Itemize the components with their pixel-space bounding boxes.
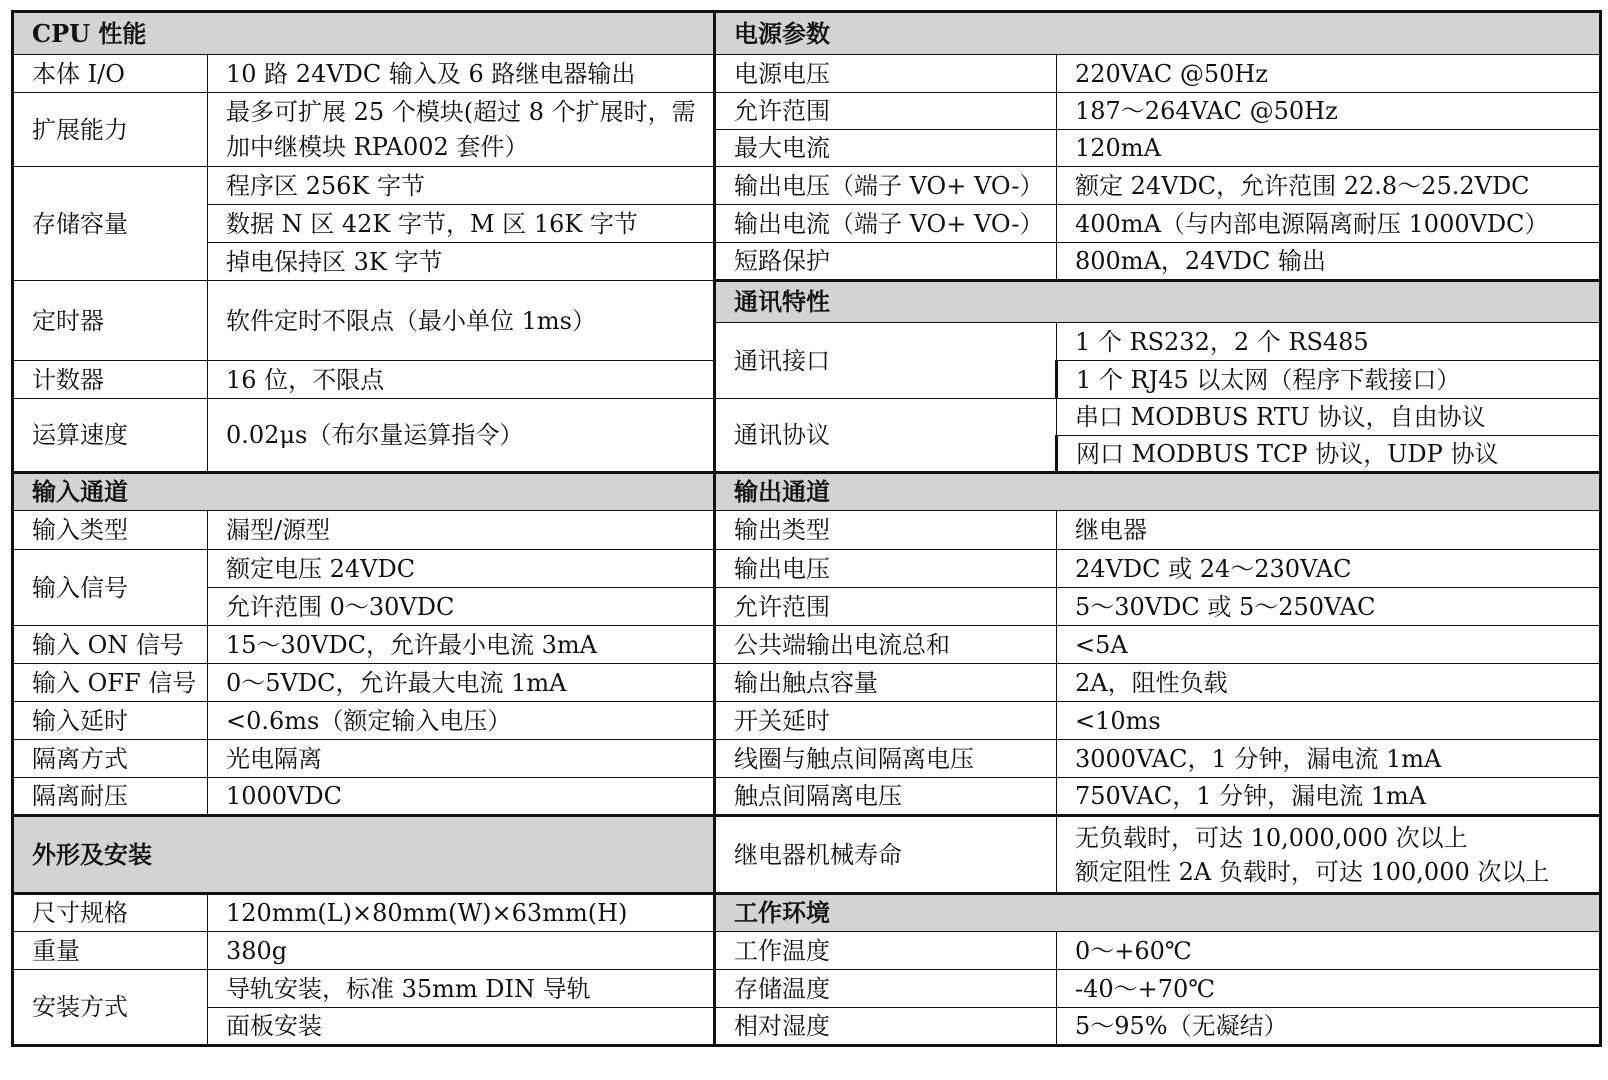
row-label: 短路保护 xyxy=(715,243,1057,281)
row-value: 120mm(L)×80mm(W)×63mm(H) xyxy=(208,894,715,932)
table-row xyxy=(715,243,1601,281)
row-label: 允许范围 xyxy=(715,588,1057,626)
row-value: 0.02μs（布尔量运算指令） xyxy=(208,399,715,473)
row-label: 相对湿度 xyxy=(715,1008,1057,1046)
section-title-mount: 外形及安装 xyxy=(13,816,715,894)
section-header-row xyxy=(13,473,715,511)
section-title-comm: 通讯特性 xyxy=(715,281,1601,323)
table-row xyxy=(13,894,715,932)
table-row xyxy=(715,55,1601,93)
table-row xyxy=(715,970,1601,1008)
row-label: 输入信号 xyxy=(13,550,208,626)
row-label: 存储温度 xyxy=(715,970,1057,1008)
row-value: 1000VDC xyxy=(208,778,715,816)
row-value: 面板安装 xyxy=(208,1008,715,1046)
table-row xyxy=(13,932,715,970)
section-header-row xyxy=(715,12,1601,55)
row-label: 隔离方式 xyxy=(13,740,208,778)
table-row xyxy=(13,93,715,167)
row-label: 重量 xyxy=(13,932,208,970)
row-label: 存储容量 xyxy=(13,167,208,281)
row-value: 400mA（与内部电源隔离耐压 1000VDC） xyxy=(1057,205,1601,243)
row-value: 2A，阻性负载 xyxy=(1057,664,1601,702)
row-label: 计数器 xyxy=(13,361,208,399)
table-row xyxy=(715,626,1601,664)
section-header-row xyxy=(715,473,1601,511)
row-label: 公共端输出电流总和 xyxy=(715,626,1057,664)
row-value: 程序区 256K 字节 xyxy=(208,167,715,205)
row-value: 继电器 xyxy=(1057,511,1601,550)
row-label: 运算速度 xyxy=(13,399,208,473)
row-label: 隔离耐压 xyxy=(13,778,208,816)
section-header-row xyxy=(13,816,715,894)
table-row xyxy=(13,399,715,473)
section-header-row xyxy=(715,281,1601,323)
table-row xyxy=(715,550,1601,588)
table-row xyxy=(13,664,715,702)
table-row xyxy=(715,167,1601,205)
row-label: 通讯接口 xyxy=(715,323,1057,399)
row-label: 扩展能力 xyxy=(13,93,208,167)
row-value: 3000VAC，1 分钟，漏电流 1mA xyxy=(1057,740,1601,778)
table-row xyxy=(715,932,1601,970)
row-label: 工作温度 xyxy=(715,932,1057,970)
row-label: 输入延时 xyxy=(13,702,208,740)
left-spec-table xyxy=(11,10,715,1047)
section-title-input: 输入通道 xyxy=(13,473,715,511)
table-row xyxy=(715,664,1601,702)
row-value: 750VAC，1 分钟，漏电流 1mA xyxy=(1057,778,1601,816)
row-label: 输入类型 xyxy=(13,511,208,550)
row-label: 继电器机械寿命 xyxy=(715,816,1057,894)
table-row xyxy=(13,281,715,361)
row-value: 187～264VAC @50Hz xyxy=(1057,93,1601,130)
table-row xyxy=(715,816,1601,894)
table-row xyxy=(13,55,715,93)
row-label: 最大电流 xyxy=(715,130,1057,167)
row-value: <0.6ms（额定输入电压） xyxy=(208,702,715,740)
table-row xyxy=(715,130,1601,167)
section-title-output: 输出通道 xyxy=(715,473,1601,511)
row-value: 5～95%（无凝结） xyxy=(1057,1008,1601,1046)
row-value: <5A xyxy=(1057,626,1601,664)
row-value: 16 位，不限点 xyxy=(208,361,715,399)
table-row xyxy=(715,205,1601,243)
row-value: 5～30VDC 或 5～250VAC xyxy=(1057,588,1601,626)
row-label: 安装方式 xyxy=(13,970,208,1046)
row-value: 800mA，24VDC 输出 xyxy=(1057,243,1601,281)
row-value: <10ms xyxy=(1057,702,1601,740)
row-label: 允许范围 xyxy=(715,93,1057,130)
section-header-row xyxy=(715,894,1601,932)
table-row xyxy=(715,93,1601,130)
table-row xyxy=(13,970,715,1008)
row-label: 线圈与触点间隔离电压 xyxy=(715,740,1057,778)
row-value: 漏型/源型 xyxy=(208,511,715,550)
row-label: 输出电压 xyxy=(715,550,1057,588)
row-value: 1 个 RJ45 以太网（程序下载接口） xyxy=(1057,361,1601,399)
row-value: 0～5VDC，允许最大电流 1mA xyxy=(208,664,715,702)
table-row xyxy=(13,778,715,816)
row-value: 220VAC @50Hz xyxy=(1057,55,1601,93)
table-row xyxy=(715,702,1601,740)
row-value-line: 无负载时，可达 10,000,000 次以上 xyxy=(1075,823,1468,852)
right-spec-table xyxy=(713,10,1602,1047)
row-value: 掉电保持区 3K 字节 xyxy=(208,243,715,281)
table-row xyxy=(13,361,715,399)
row-value-line: 额定阻性 2A 负载时，可达 100,000 次以上 xyxy=(1075,857,1550,886)
row-label: 定时器 xyxy=(13,281,208,361)
section-title-cpu: CPU 性能 xyxy=(13,12,715,55)
row-label: 输入 OFF 信号 xyxy=(13,664,208,702)
table-row xyxy=(13,550,715,588)
section-title-env: 工作环境 xyxy=(715,894,1601,932)
row-label: 输出电流（端子 VO+ VO-） xyxy=(715,205,1057,243)
row-label: 输出类型 xyxy=(715,511,1057,550)
table-row xyxy=(715,588,1601,626)
row-label: 电源电压 xyxy=(715,55,1057,93)
row-value: 10 路 24VDC 输入及 6 路继电器输出 xyxy=(208,55,715,93)
row-value: 额定电压 24VDC xyxy=(208,550,715,588)
row-label: 触点间隔离电压 xyxy=(715,778,1057,816)
row-value-multiline xyxy=(1057,816,1601,894)
row-value: 光电隔离 xyxy=(208,740,715,778)
table-row xyxy=(715,323,1601,361)
row-value: 允许范围 0～30VDC xyxy=(208,588,715,626)
row-label: 开关延时 xyxy=(715,702,1057,740)
table-row xyxy=(13,702,715,740)
row-label: 本体 I/O xyxy=(13,55,208,93)
table-row xyxy=(13,511,715,550)
table-row xyxy=(715,778,1601,816)
row-label: 尺寸规格 xyxy=(13,894,208,932)
table-row xyxy=(715,740,1601,778)
table-row xyxy=(13,626,715,664)
section-title-power: 电源参数 xyxy=(715,12,1601,55)
row-value: 1 个 RS232，2 个 RS485 xyxy=(1057,323,1601,361)
row-value: 120mA xyxy=(1057,130,1601,167)
table-row xyxy=(13,167,715,205)
table-row xyxy=(715,511,1601,550)
row-value: 数据 N 区 42K 字节，M 区 16K 字节 xyxy=(208,205,715,243)
section-header-row xyxy=(13,12,715,55)
row-value: 15～30VDC，允许最小电流 3mA xyxy=(208,626,715,664)
row-value: 380g xyxy=(208,932,715,970)
row-label: 输出触点容量 xyxy=(715,664,1057,702)
row-value: 串口 MODBUS RTU 协议，自由协议 xyxy=(1057,399,1601,436)
row-value: 额定 24VDC，允许范围 22.8～25.2VDC xyxy=(1057,167,1601,205)
row-value: 24VDC 或 24～230VAC xyxy=(1057,550,1601,588)
table-row xyxy=(715,399,1601,436)
table-row xyxy=(715,1008,1601,1046)
row-value: -40～+70℃ xyxy=(1057,970,1601,1008)
row-value: 网口 MODBUS TCP 协议，UDP 协议 xyxy=(1057,436,1601,473)
row-value: 最多可扩展 25 个模块(超过 8 个扩展时，需加中继模块 RPA002 套件） xyxy=(208,93,715,167)
row-value: 导轨安装，标准 35mm DIN 导轨 xyxy=(208,970,715,1008)
row-label: 通讯协议 xyxy=(715,399,1057,473)
row-label: 输出电压（端子 VO+ VO-） xyxy=(715,167,1057,205)
row-value: 0～+60℃ xyxy=(1057,932,1601,970)
row-value: 软件定时不限点（最小单位 1ms） xyxy=(208,281,715,361)
row-label: 输入 ON 信号 xyxy=(13,626,208,664)
table-row xyxy=(13,740,715,778)
